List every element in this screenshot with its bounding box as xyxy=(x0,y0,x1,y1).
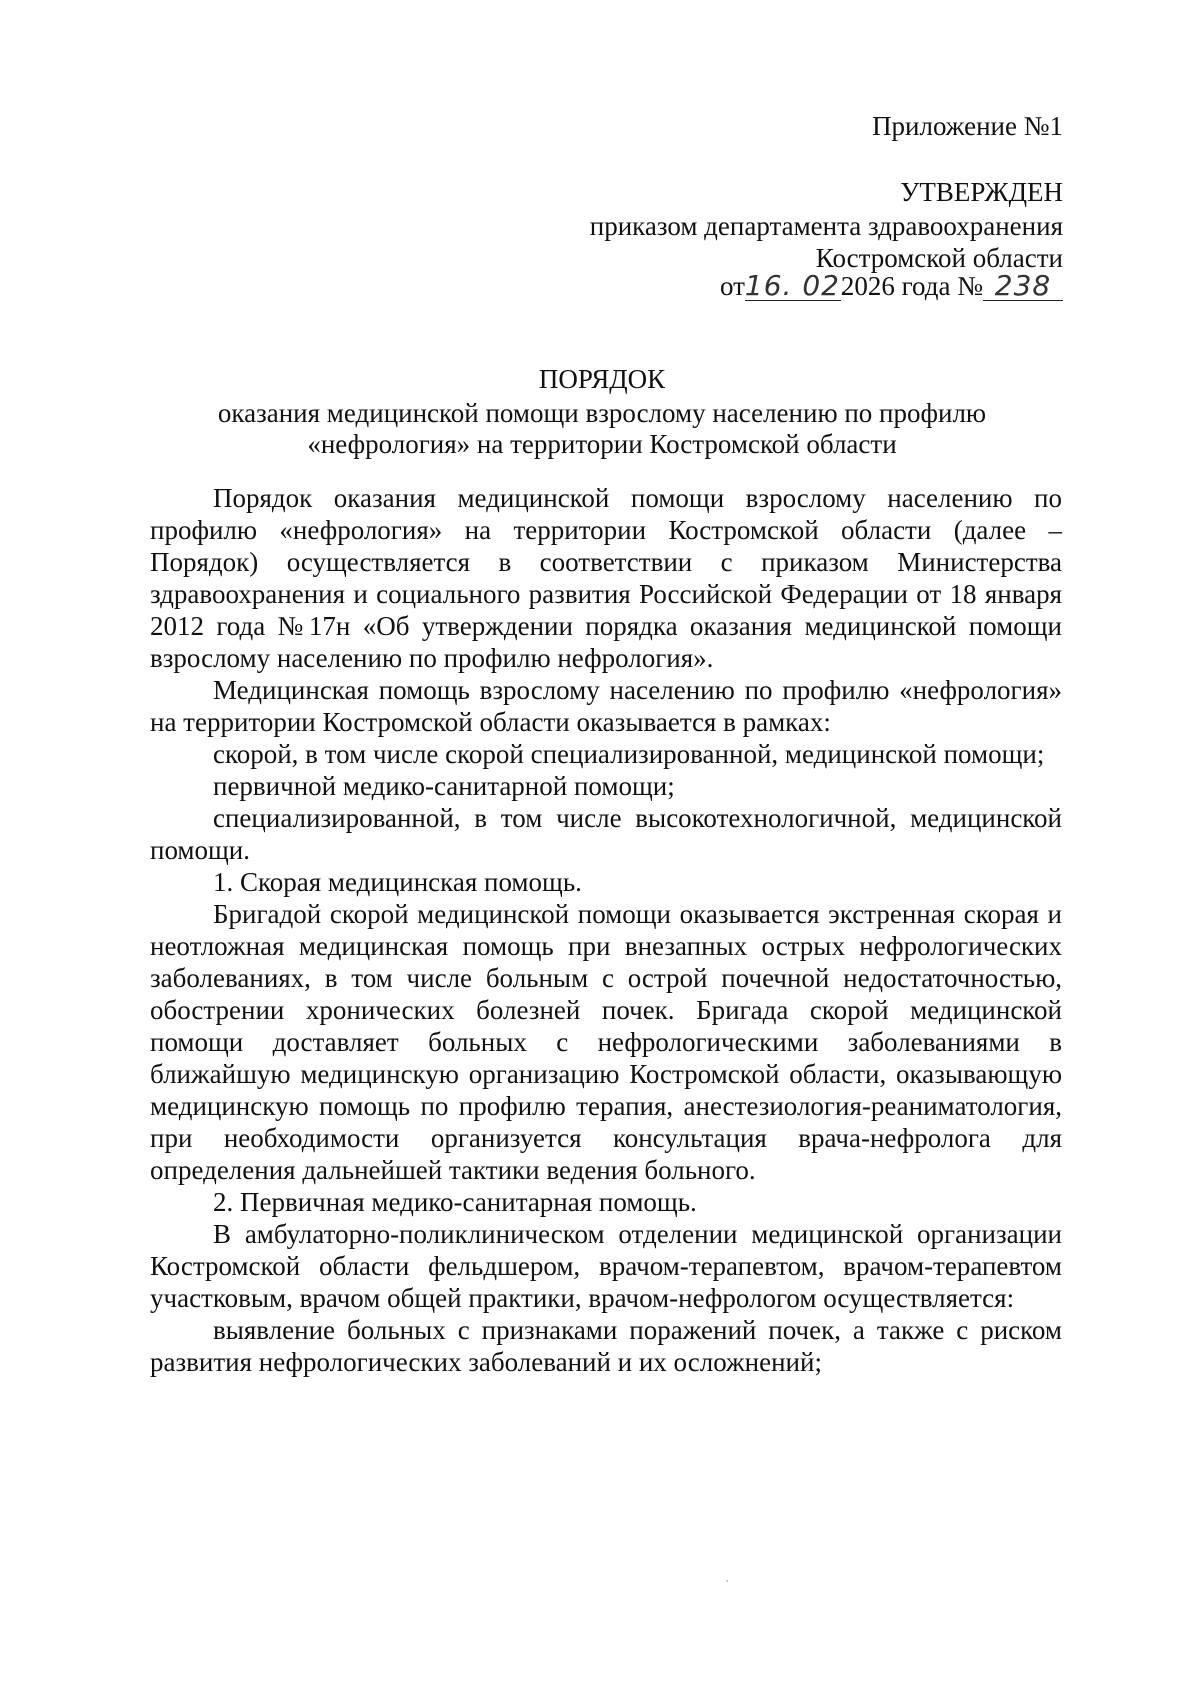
list-item-primary-care: первичной медико-санитарной помощи; xyxy=(213,771,675,801)
list-item-emergency-care: скорой, в том числе скорой специализированной, медицинской помощи; xyxy=(213,739,1045,769)
date-prefix: от xyxy=(719,271,745,301)
order-year: 2026 года № xyxy=(840,271,983,301)
section-heading-emergency: 1. Скорая медицинская помощь. xyxy=(213,867,582,897)
handwritten-order-number: 238 xyxy=(983,272,1063,301)
document-subtitle-line2: «нефрология» на территории Костромской области xyxy=(307,429,897,459)
approved-label: УТВЕРЖДЕН xyxy=(900,177,1063,207)
document-title: ПОРЯДОК xyxy=(538,364,666,394)
paragraph-intro: Порядок оказания медицинской помощи взрослому населению по профилю «нефрология» на территории Костромской области (далее – Порядок) осуществляется в соответствии с приказом Министерства здравоохранения и социального развития Российской Федерации от 18 января 2012 года №17н «Об утверждении порядка оказания медицинской помощи взрослому населению по профилю нефрология». xyxy=(150,483,1062,673)
paragraph-scope: Медицинская помощь взрослому населению по профилю «нефрология» на территории Костромской области оказывается в рамках: xyxy=(150,675,1062,737)
appendix-label: Приложение №1 xyxy=(872,111,1063,141)
list-item-specialized-care: специализированной, в том числе высокотехнологичной, медицинской помощи. xyxy=(150,803,1062,865)
paragraph-detection: выявление больных с признаками поражений почек, а также с риском развития нефрологических заболеваний и их осложнений; xyxy=(150,1315,1062,1377)
document-body xyxy=(150,482,1062,1378)
order-region: Костромской области xyxy=(815,243,1063,273)
order-issuer: приказом департамента здравоохранения xyxy=(589,211,1063,241)
order-date-line xyxy=(720,270,1063,302)
section-heading-primary: 2. Первичная медико-санитарная помощь. xyxy=(213,1187,697,1217)
paragraph-emergency: Бригадой скорой медицинской помощи оказывается экстренная скорая и неотложная медицинская помощь при внезапных острых нефрологических заболеваниях, в том числе больным с острой почечной недостаточностью, обострении хронических болезней почек. Бригада скорой медицинской помощи доставляет больных с нефрологическими заболеваниями в ближайшую медицинскую организацию Костромской области, оказывающую медицинскую помощь по профилю терапия, анестезиология-реаниматология, при необходимости организуется консультация врача-нефролога для определения дальнейшей тактики ведения больного. xyxy=(150,899,1062,1185)
document-subtitle-line1: оказания медицинской помощи взрослому населению по профилю xyxy=(217,398,987,428)
paragraph-primary: В амбулаторно-поликлиническом отделении медицинской организации Костромской области фельдшером, врачом-терапевтом, врачом-терапевтом участковым, врачом общей практики, врачом-нефрологом осуществляется: xyxy=(150,1219,1062,1313)
scan-speck xyxy=(726,1580,728,1582)
handwritten-date: 16. 02. xyxy=(744,269,850,302)
